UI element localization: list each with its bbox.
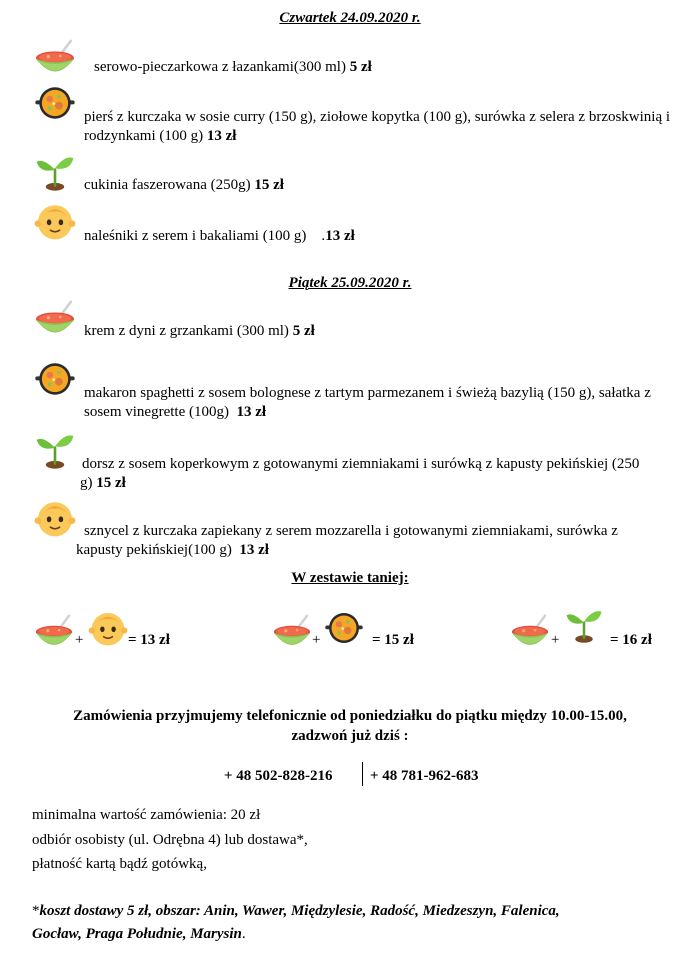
menu-item: dorsz z sosem koperkowym z gotowanymi ziemniakami i surówką z kapusty pekińskiej (250 g) 15 zł bbox=[80, 456, 640, 491]
orders-line-1: Zamówienia przyjmujemy telefonicznie od poniedziałku do piątku między 10.00-15.00, bbox=[73, 708, 627, 724]
seedling-icon bbox=[564, 604, 604, 644]
phone-number-1[interactable]: + 48 502-828-216 bbox=[224, 768, 333, 784]
phone-number-2[interactable]: + 48 781-962-683 bbox=[370, 768, 479, 784]
plus-sign: + bbox=[551, 632, 560, 648]
phone-separator bbox=[362, 762, 363, 786]
seedling-icon bbox=[34, 150, 76, 192]
menu-item: cukinia faszerowana (250g) 15 zł bbox=[84, 177, 284, 193]
info-payment: płatność kartą bądź gotówką, bbox=[32, 856, 207, 872]
day-title-thursday: Czwartek 24.09.2020 r. bbox=[279, 10, 421, 26]
day-title-friday: Piątek 25.09.2020 r. bbox=[288, 275, 412, 291]
paella-icon bbox=[324, 608, 364, 648]
baby-icon bbox=[34, 200, 76, 242]
menu-item: serowo-pieczarkowa z łazankami(300 ml) 5 zł bbox=[94, 59, 372, 75]
soup-icon bbox=[34, 612, 74, 652]
info-pickup: odbiór osobisty (ul. Odrębna 4) lub dostawa*, bbox=[32, 832, 308, 848]
menu-item: makaron spaghetti z sosem bolognese z tartym parmezanem i świeżą bazylią (150 g), sałatka z sosem vinegrette (100g) 13 zł bbox=[84, 385, 655, 420]
plus-sign: + bbox=[75, 632, 84, 648]
seedling-icon bbox=[34, 428, 76, 470]
info-min-order: minimalna wartość zamówienia: 20 zł bbox=[32, 807, 261, 823]
menu-item: krem z dyni z grzankami (300 ml) 5 zł bbox=[84, 323, 315, 339]
soup-icon bbox=[34, 37, 76, 79]
paella-icon bbox=[34, 82, 76, 124]
menu-item: naleśniki z serem i bakaliami (100 g) .13 zł bbox=[84, 228, 355, 244]
baby-icon bbox=[88, 608, 128, 648]
delivery-line-2: Gocław, Praga Południe, Marysin. bbox=[32, 926, 246, 942]
orders-line-2: zadzwoń już dziś : bbox=[291, 728, 409, 744]
paella-icon bbox=[34, 358, 76, 400]
soup-icon bbox=[510, 612, 550, 652]
plus-sign: + bbox=[312, 632, 321, 648]
combo-title: W zestawie taniej: bbox=[291, 570, 409, 586]
menu-item: sznycel z kurczaka zapiekany z serem mozzarella i gotowanymi ziemniakami, surówka z kapusty pekińskiej(100 g) 13 zł bbox=[76, 523, 622, 558]
combo-price: = 15 zł bbox=[372, 632, 414, 648]
combo-price: = 16 zł bbox=[610, 632, 652, 648]
soup-icon bbox=[272, 612, 312, 652]
combo-price: = 13 zł bbox=[128, 632, 170, 648]
baby-icon bbox=[34, 497, 76, 539]
menu-item: pierś z kurczaka w sosie curry (150 g), ziołowe kopytka (100 g), surówka z selera z brzoskwinią i rodzynkami (100 g) 13 zł bbox=[84, 109, 671, 144]
delivery-line-1: *koszt dostawy 5 zł, obszar: Anin, Wawer, Międzylesie, Radość, Miedzeszyn, Falenica, bbox=[32, 903, 560, 919]
soup-icon bbox=[34, 298, 76, 340]
